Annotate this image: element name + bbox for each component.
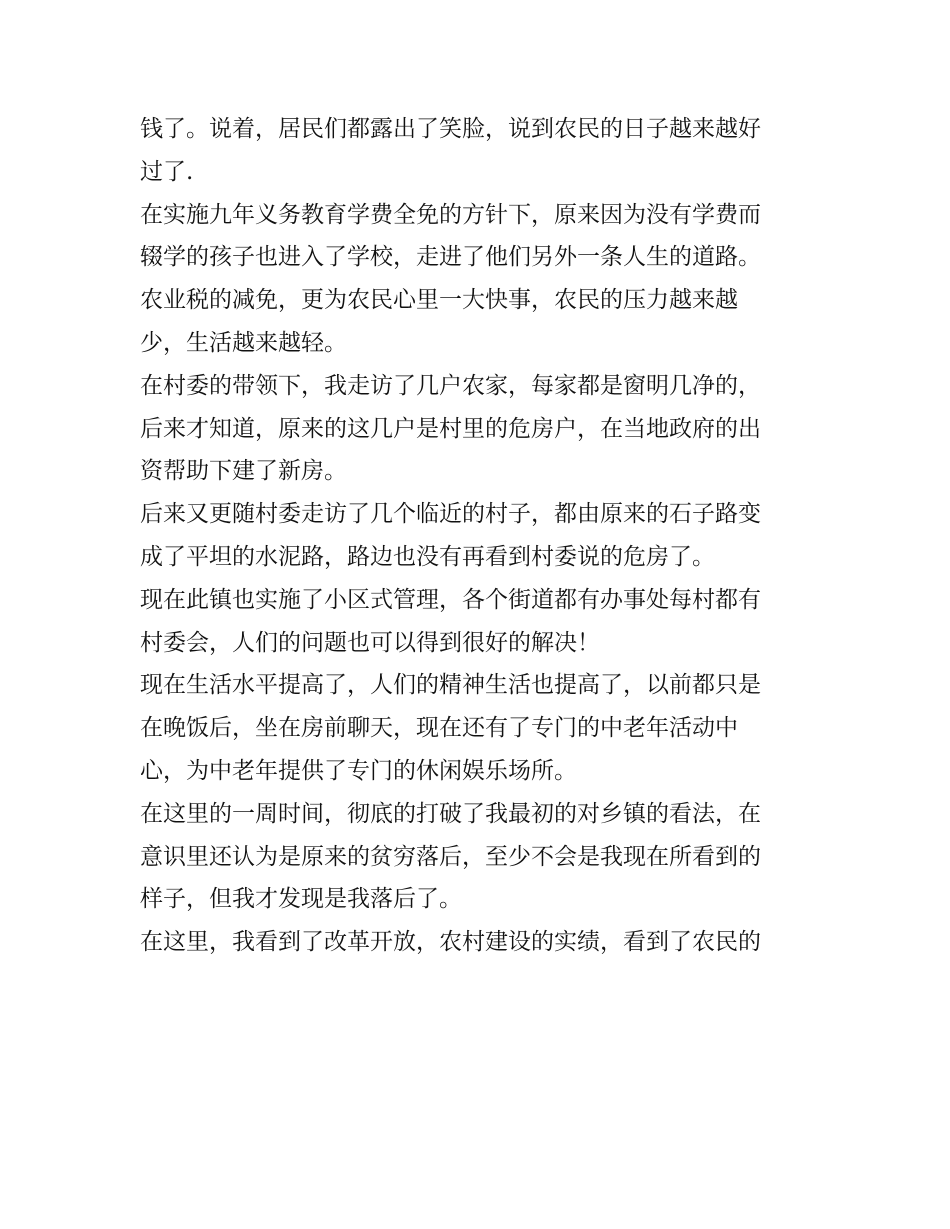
text-line: 样子，但我才发现是我落后了。	[140, 886, 462, 913]
text-line: 后来又更随村委走访了几个临近的村子，都由原来的石子路变	[140, 501, 761, 528]
text-line: 辍学的孩子也进入了学校，走进了他们另外一条人生的道路。	[140, 244, 761, 271]
text-line: 村委会，人们的问题也可以得到很好的解决！	[140, 629, 600, 656]
text-line: 后来才知道，原来的这几户是村里的危房户，在当地政府的出	[140, 415, 761, 442]
body-text	[140, 108, 830, 964]
text-line: 现在此镇也实施了小区式管理，各个街道都有办事处每村都有	[140, 586, 761, 613]
text-line: 在晚饭后，坐在房前聊天，现在还有了专门的中老年活动中	[140, 715, 738, 742]
text-line: 钱了。说着，居民们都露出了笑脸，说到农民的日子越来越好	[140, 116, 761, 142]
text-line: 现在生活水平提高了，人们的精神生活也提高了，以前都只是	[140, 672, 761, 699]
text-line: 在村委的带领下，我走访了几户农家，每家都是窗明几净的，	[140, 372, 761, 399]
text-line: 意识里还认为是原来的贫穷落后，至少不会是我现在所看到的	[140, 843, 761, 870]
text-line: 成了平坦的水泥路，路边也没有再看到村委说的危房了。	[140, 543, 715, 570]
text-line: 过了.	[140, 158, 194, 185]
text-line: 在这里的一周时间，彻底的打破了我最初的对乡镇的看法，在	[140, 800, 761, 827]
text-line: 资帮助下建了新房。	[140, 458, 347, 485]
text-line: 农业税的减免，更为农民心里一大快事，农民的压力越来越	[140, 287, 738, 314]
text-line: 心，为中老年提供了专门的休闲娱乐场所。	[140, 757, 577, 784]
text-line: 少，生活越来越轻。	[140, 329, 347, 356]
text-line: 在这里，我看到了改革开放，农村建设的实绩，看到了农民的	[140, 929, 761, 956]
text-line: 在实施九年义务教育学费全免的方针下，原来因为没有学费而	[140, 201, 761, 228]
